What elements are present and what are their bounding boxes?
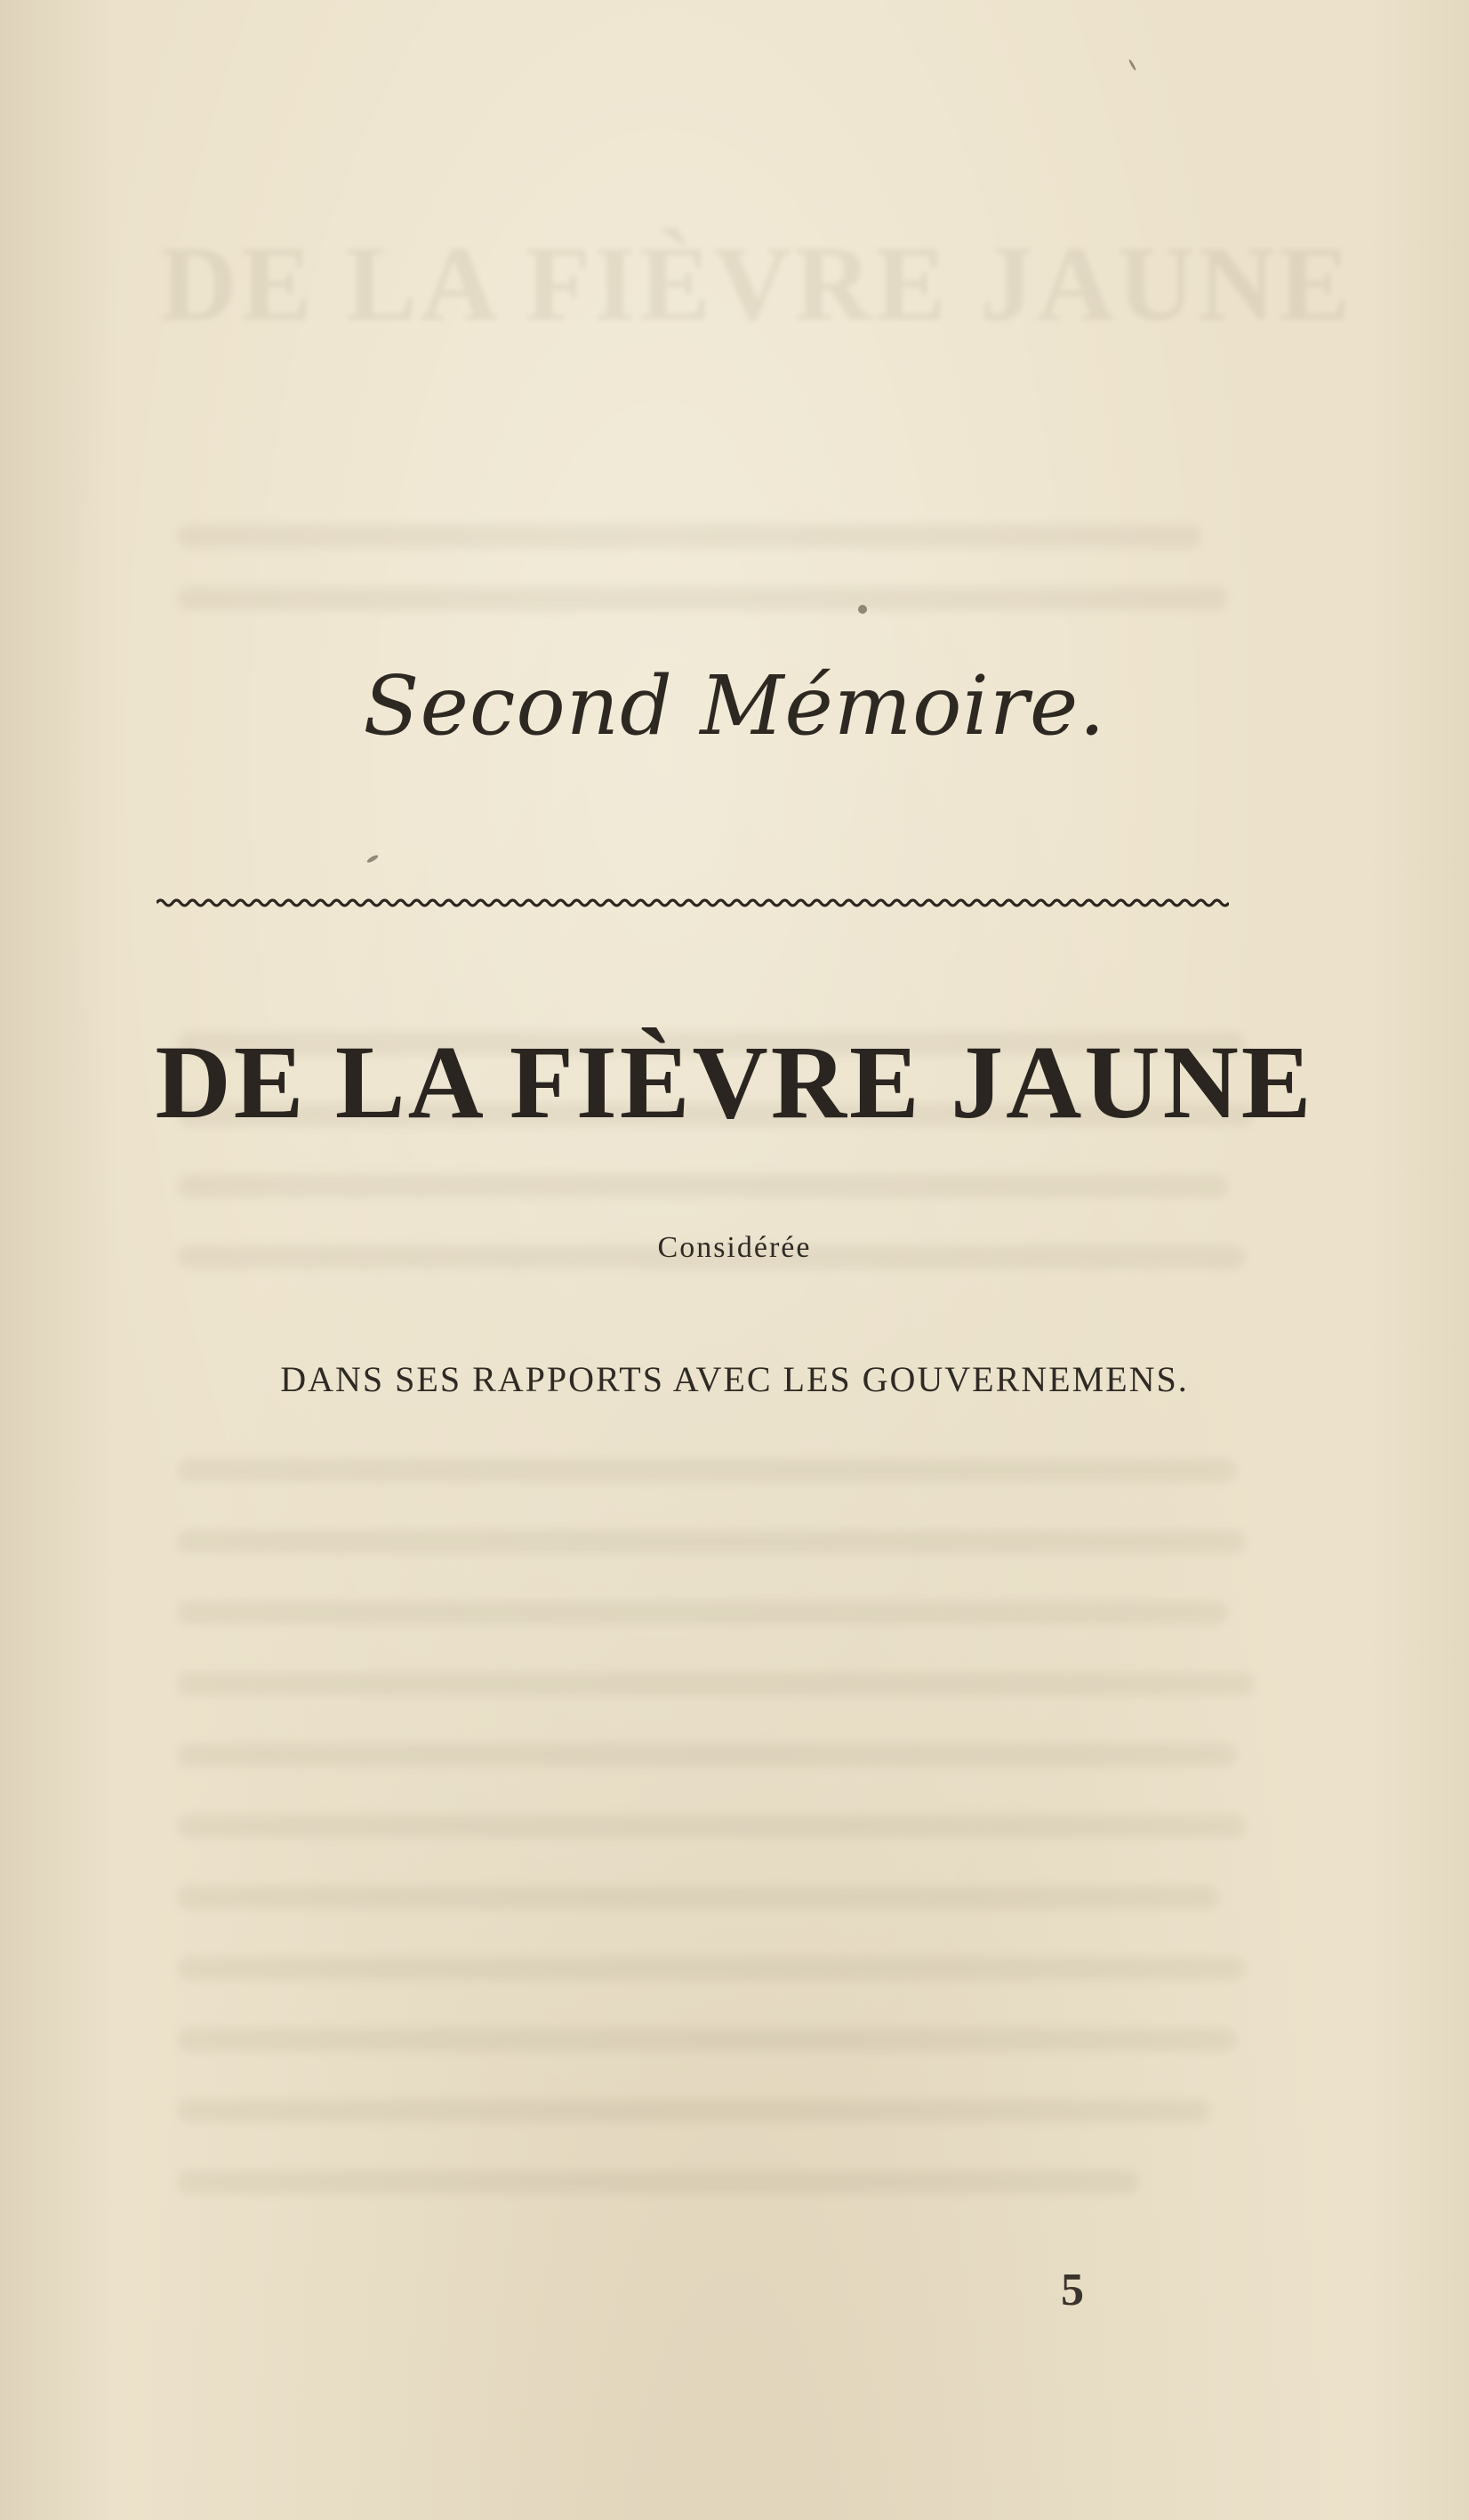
bleed-through-title: DE LA FIÈVRE JAUNE bbox=[160, 224, 1354, 342]
considered-label: Considérée bbox=[657, 1231, 812, 1264]
subtitle: DANS SES RAPPORTS AVEC LES GOUVERNEMENS. bbox=[280, 1359, 1189, 1399]
bleed-through-line bbox=[178, 1459, 1236, 1482]
page-number: 5 bbox=[1061, 2265, 1084, 2315]
script-heading: Second Mémoire. bbox=[363, 658, 1106, 753]
bleed-through-line bbox=[178, 1601, 1227, 1624]
bleed-through-line bbox=[178, 525, 1200, 548]
bleed-through-line bbox=[178, 1957, 1245, 1980]
ornamental-wavy-rule bbox=[157, 893, 1229, 913]
main-title: DE LA FIÈVRE JAUNE bbox=[155, 1024, 1314, 1140]
bleed-through-line bbox=[178, 1174, 1227, 1197]
bleed-through-line bbox=[178, 1530, 1245, 1553]
bleed-through-line bbox=[178, 2028, 1236, 2051]
paper-speck bbox=[366, 854, 380, 864]
bleed-through-line bbox=[178, 1743, 1236, 1767]
bleed-through-line bbox=[178, 1815, 1245, 1838]
bleed-through-line bbox=[178, 587, 1227, 610]
bleed-through-line bbox=[178, 2099, 1209, 2122]
paper-speck bbox=[858, 605, 867, 614]
bleed-through-line bbox=[178, 1886, 1218, 1909]
paper-speck bbox=[1128, 59, 1137, 71]
bleed-through-line bbox=[178, 2170, 1138, 2194]
bleed-through-line bbox=[178, 1672, 1254, 1695]
